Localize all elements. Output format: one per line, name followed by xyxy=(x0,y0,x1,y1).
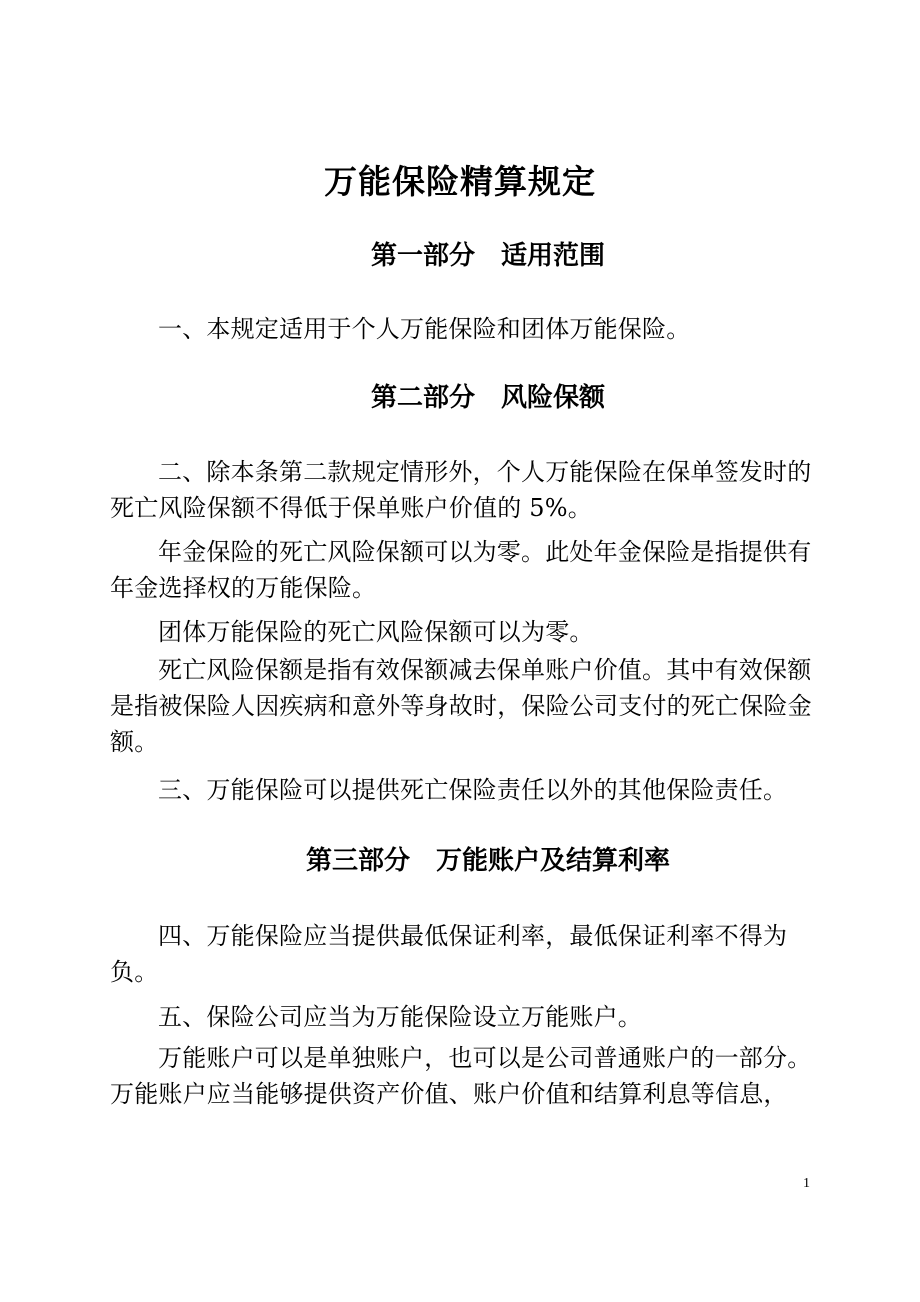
section-heading-1: 第一部分 适用范围 xyxy=(370,241,605,271)
paragraph-2-5: 三、万能保险可以提供死亡保险责任以外的其他保险责任。 xyxy=(158,776,788,804)
paragraph-3-1: 四、万能保险应当提供最低保证利率，最低保证利率不得为负。 xyxy=(110,922,788,986)
paragraph-1-1: 一、本规定适用于个人万能保险和团体万能保险。 xyxy=(158,315,691,343)
paragraph-2-1: 二、除本条第二款规定情形外，个人万能保险在保单签发时的死亡风险保额不得低于保单账户价值的 5%。 xyxy=(110,458,812,522)
paragraph-3-2: 五、保险公司应当为万能保险设立万能账户。 xyxy=(158,1003,642,1031)
paragraph-3-3: 万能账户可以是单独账户，也可以是公司普通账户的一部分。万能账户应当能够提供资产价值、账户价值和结算利息等信息， xyxy=(110,1044,812,1108)
page-number: 1 xyxy=(803,1176,810,1191)
paragraph-2-2: 年金保险的死亡风险保额可以为零。此处年金保险是指提供有年金选择权的万能保险。 xyxy=(110,538,812,602)
paragraph-2-4: 死亡风险保额是指有效保额减去保单账户价值。其中有效保额是指被保险人因疾病和意外等身故时，保险公司支付的死亡保险金额。 xyxy=(110,656,812,756)
paragraph-2-3: 团体万能保险的死亡风险保额可以为零。 xyxy=(158,618,594,646)
document-title: 万能保险精算规定 xyxy=(324,162,596,201)
section-heading-2: 第二部分 风险保额 xyxy=(370,383,605,413)
section-heading-3: 第三部分 万能账户及结算利率 xyxy=(305,846,670,876)
